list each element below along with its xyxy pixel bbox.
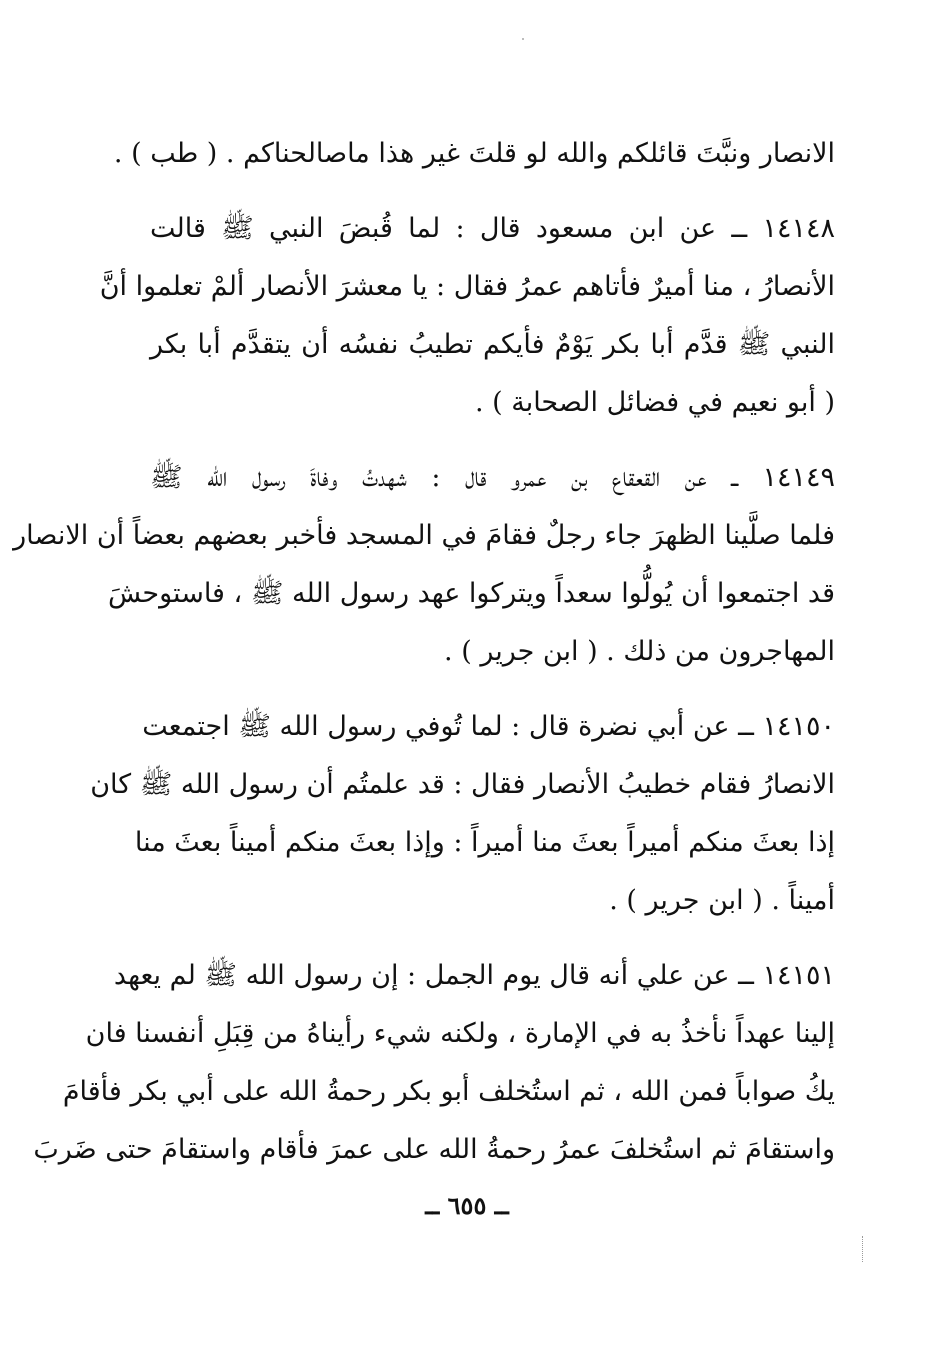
text-line: أميناً . ( ابن جرير ) . [609, 885, 835, 916]
text-line: قد اجتمعوا أن يُولُّوا سعداً ويتركوا عهد رسول الله ﷺ ، فاستوحشَ [108, 578, 835, 609]
text-line: الأنصارُ ، منا أميرٌ فأتاهم عمرُ فقال : يا معشرَ الأنصار ألمْ تعلموا أنَّ [99, 271, 835, 302]
text-line: ١٤١٥١ ــ عن علي أنه قال يوم الجمل : إن رسول الله ﷺ لم يعهد [113, 960, 835, 991]
hadith-14150 [90, 698, 835, 930]
text-line: يكُ صواباً فمن الله ، ثم استُخلف أبو بكر رحمةُ الله على أبي بكر فأقامَ [62, 1076, 835, 1107]
hadith-14148 [99, 200, 835, 432]
hadith-14149 [13, 449, 835, 681]
text-line: النبي ﷺ قدَّم أبا بكر يَوْمٌ فأيكم تطيبُ نفسُه أن يتقدَّم أبا بكر [150, 329, 835, 360]
margin-mark [862, 1236, 865, 1262]
scan-speck [522, 38, 524, 40]
page-body [13, 125, 835, 1179]
text-line: الانصارُ فقام خطيبُ الأنصار فقال : قد علمتُم أن رسول الله ﷺ كان [90, 769, 835, 800]
page-number: ــ ٦٥٥ ــ [425, 1191, 509, 1220]
paragraph-continuation [113, 125, 835, 183]
text-line: ( أبو نعيم في فضائل الصحابة ) . [474, 387, 835, 418]
text-line: الانصار ونبَّتَ قائلكم والله لو قلتَ غير هذا ماصالحناكم . ( طب ) . [113, 138, 835, 169]
text-line: ١٤١٤٩ ــ عن القعقاع بن عمرو قال : شهدتُ وفاةَ رسول الله ﷺ [150, 462, 835, 493]
hadith-14151 [33, 947, 835, 1179]
text-line: واستقامَ ثم استُخلفَ عمرُ رحمةُ الله على عمرَ فأقام واستقامَ حتى ضَربَ [33, 1134, 835, 1165]
text-line: فلما صلَّينا الظهرَ جاء رجلٌ فقامَ في المسجد فأخبر بعضهم بعضاً أن الانصار [13, 520, 835, 551]
text-line: إلينا عهداً نأخذُ به في الإمارة ، ولكنه شيء رأيناهُ من قِبَلِ أنفسنا فان [85, 1018, 835, 1049]
text-line: ١٤١٤٨ ــ عن ابن مسعود قال : لما قُبضَ النبي ﷺ قالت [150, 213, 835, 244]
text-line: ١٤١٥٠ ــ عن أبي نضرة قال : لما تُوفي رسول الله ﷺ اجتمعت [142, 711, 835, 742]
text-line: إذا بعثَ منكم أميراً بعثَ منا أميراً : وإذا بعثَ منكم أميناً بعثَ منا [134, 827, 835, 858]
text-line: المهاجرون من ذلك . ( ابن جرير ) . [444, 636, 835, 667]
